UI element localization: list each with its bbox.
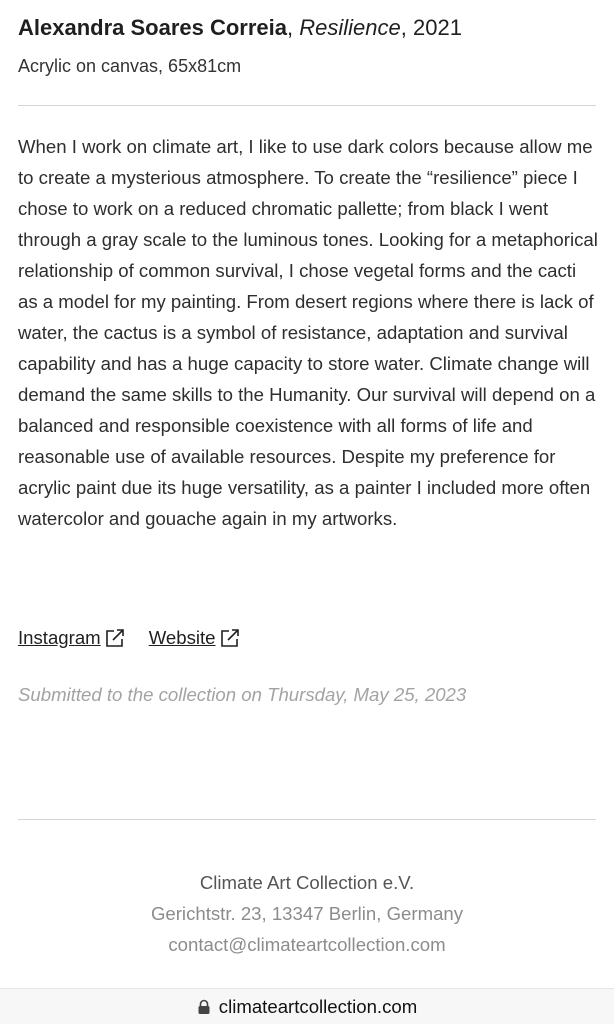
lock-icon	[197, 999, 211, 1015]
artwork-year: 2021	[413, 15, 462, 40]
divider	[18, 105, 596, 106]
browser-url-bar[interactable]	[0, 988, 614, 1024]
artist-name: Alexandra Soares Correia	[18, 15, 288, 40]
footer-address: Gerichtstr. 23, 13347 Berlin, Germany	[150, 903, 464, 924]
external-link-icon	[218, 626, 242, 650]
external-link-icon	[103, 626, 127, 650]
website-link[interactable]	[149, 624, 242, 652]
artwork-title-line	[18, 14, 462, 42]
instagram-link[interactable]	[18, 624, 127, 652]
browser-url: climateartcollection.com	[218, 995, 418, 1017]
footer	[0, 868, 614, 960]
title-separator: ,	[287, 15, 300, 40]
submission-date: Submitted to the collection on Thursday, May 25, 2023	[18, 684, 467, 705]
website-link-label: Website	[148, 627, 216, 648]
footer-email[interactable]: contact@climateartcollection.com	[168, 934, 446, 955]
artwork-title: Resilience	[299, 15, 401, 40]
instagram-link-label: Instagram	[18, 627, 101, 648]
artist-links	[18, 624, 242, 652]
footer-divider	[18, 819, 596, 820]
artwork-medium: Acrylic on canvas, 65x81cm	[18, 56, 242, 76]
footer-org-name: Climate Art Collection e.V.	[199, 872, 415, 893]
artwork-description: When I work on climate art, I like to use dark colors because allow me to create a mysterious atmosphere. To create the “resilience” piece I chose to work on a reduced chromatic pallette; from black I went through a gray scale to the luminous tones. Looking for a metaphorical relationship of common survival, I chose vegetal forms and the cacti as a model for my painting. From desert regions where there is lack of water, the cactus is a symbol of resistance, adaptation and survival capability and has a huge capacity to store water. Climate change will demand the same skills to the Humanity. Our survival will depend on a balanced and responsible coexistence with all forms of life and reasonable use of available resources. Despite my preference for acrylic paint due its huge versatility, as a painter I included more often watercolor and gouache again in my artworks.	[18, 136, 598, 529]
year-separator: ,	[400, 15, 413, 40]
